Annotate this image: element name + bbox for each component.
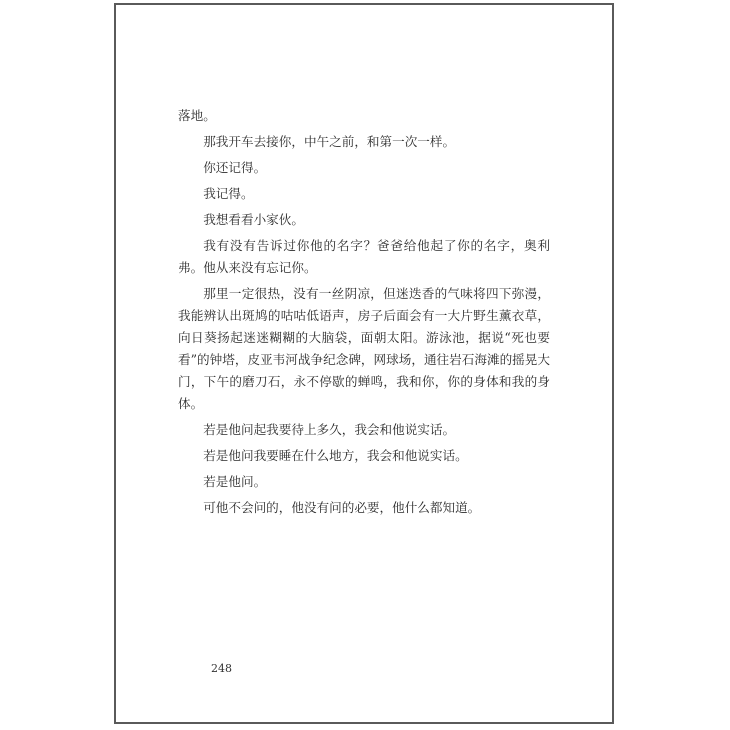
paragraph: 你还记得。 xyxy=(203,160,267,175)
paragraph: 我想看看小家伙。 xyxy=(203,212,304,227)
paragraph: 若是他问起我要待上多久，我会和他说实话。 xyxy=(203,422,456,437)
paragraph: 我记得。 xyxy=(203,186,254,201)
paragraph: 那里一定很热，没有一丝阴凉，但迷迭香的气味将四下弥漫，我能辨认出斑鸠的咕咕低语声，房子后面会有一大片野生薰衣草，向日葵扬起迷迷糊糊的大脑袋，面朝太阳。游泳池，据说“死也要看”的钟塔，皮亚韦河战争纪念碑，网球场，通往岩石海滩的摇晃大门，下午的磨刀石，永不停歇的蝉鸣，我和你，你的身体和我的身体。 xyxy=(178,286,550,411)
body-text xyxy=(178,105,550,523)
page-number: 248 xyxy=(211,662,232,675)
paragraph: 我有没有告诉过你他的名字？爸爸给他起了你的名字，奥利弗。他从来没有忘记你。 xyxy=(178,238,550,275)
book-page xyxy=(114,3,614,724)
paragraph: 落地。 xyxy=(178,108,216,123)
paragraph: 那我开车去接你，中午之前，和第一次一样。 xyxy=(203,134,456,149)
paragraph: 若是他问我要睡在什么地方，我会和他说实话。 xyxy=(203,448,468,463)
paragraph: 可他不会问的，他没有问的必要，他什么都知道。 xyxy=(203,500,481,515)
paragraph: 若是他问。 xyxy=(203,474,267,489)
